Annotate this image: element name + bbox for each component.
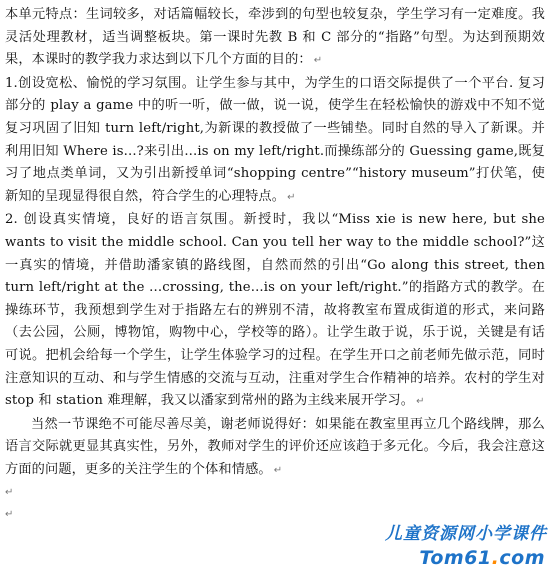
paragraph-mark-icon: ↵	[273, 464, 283, 476]
paragraph-point-2	[5, 209, 545, 413]
paragraph-mark-icon: ↵	[313, 55, 323, 67]
watermark-domain-left: Tom61	[419, 547, 492, 569]
watermark-domain	[415, 547, 545, 569]
paragraph-mark-icon: ↵	[416, 396, 425, 408]
paragraph-mark-icon: ↵	[287, 191, 296, 203]
paragraph-intro	[5, 4, 545, 73]
document-body	[5, 4, 545, 526]
paragraph-point-1	[5, 73, 545, 210]
paragraph-mark-icon: ↵	[5, 509, 14, 521]
paragraph-text: 当然一节课绝不可能尽善尽美，谢老师说得好：如果能在教室里再立几个路线牌，那么语言交际就更显其真实性，另外，教师对学生的评价还应该趋于多元化。今后，我会注意这方面的问题，更多的关注学生的个体和情感。	[5, 416, 545, 477]
watermark-site-name: 儿童资源网小学课件	[385, 524, 547, 544]
paragraph-conclusion	[5, 414, 545, 483]
paragraph-mark-icon: ↵	[5, 487, 14, 499]
watermark-domain-dot: .	[491, 547, 500, 569]
empty-paragraph	[5, 482, 545, 504]
paragraph-text: 1.创设宽松、愉悦的学习氛围。让学生参与其中，为学生的口语交际提供了一个平台. 复习部分的 play a game 中的听一听，做一做，说一说，使学生在轻松愉快的游戏中不知不觉复习巩固了旧知 turn left/right,为新课的教授做了一些铺垫。同时自然的导入了新课。并利用旧知 Where is...?来引出...is on my left/right.而操练部分的 Guessing game,既复习了地点类单词，又为引出新授单词“shopping centre”“history museum”打伏笔，使新知的呈现显得很自然，符合学生的心理特点。	[5, 75, 545, 204]
watermark-domain-right: com	[499, 547, 545, 569]
paragraph-text: 2. 创设真实情境，良好的语言氛围。新授时，我以“Miss xie is new here, but she wants to visit the middle school. Can you tell her way to the middle school?”这一真实的情境，并借助潘家镇的路线图，自然而然的引出“Go along this street, then turn left/right at the ...crossing, the...is on your left/right.”的指路方式的教学。在操练环节，我预想到学生对于指路左右的辨别不清，故将教室布置成街道的形式，来问路（去公园，公厕，博物馆，购物中心，学校等的路）。让学生敢于说，乐于说，关键是有话可说。把机会给每一个学生，让学生体验学习的过程。在学生开口之前老师先做示范，同时注意知识的互动、和与学生情感的交流与互动，注重对学生合作精神的培养。农村的学生对 stop 和 station 难理解，我又以潘家到常州的路为主线来展开学习。	[5, 212, 545, 409]
watermark-logo	[377, 519, 547, 569]
paragraph-text: 本单元特点：生词较多，对话篇幅较长，牵涉到的句型也较复杂，学生学习有一定难度。我灵活处理教材，适当调整板块。第一课时先教 B 和 C 部分的“指路”句型。为达到预期效果，本课时的教学我力求达到以下几个方面的目的：	[5, 7, 545, 68]
